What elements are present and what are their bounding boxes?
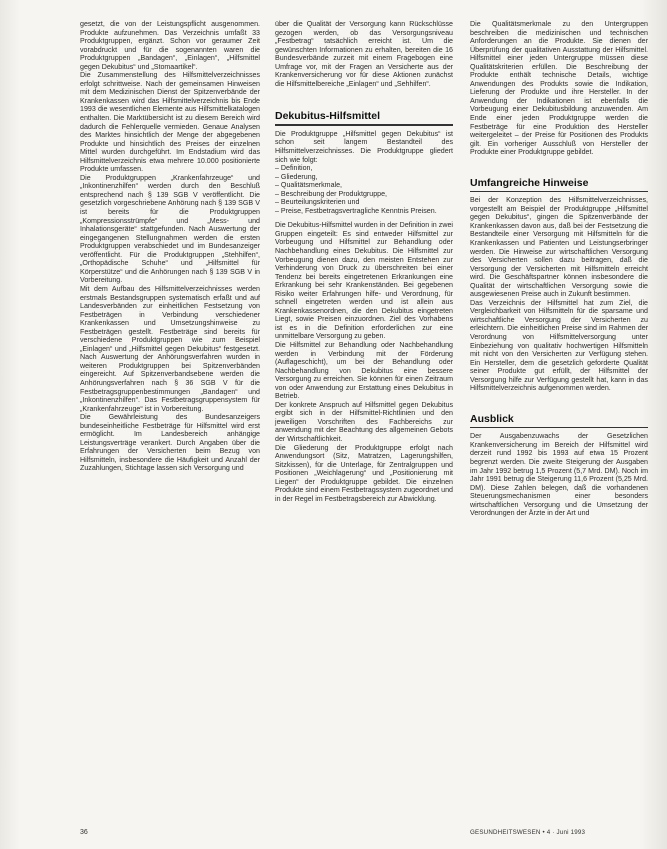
paragraph: Die Zusammenstellung des Hilfsmittelverzeichnisses erfolgt schrittweise. Nach der gemeinsamen Hinweisen mit dem Medizinischen Dienst der Spitzenverbände der Krankenkassen wird das Hilfsmittelverzeichnis bis Ende 1993 die wesentlichen Elemente aus Hilfsmittelkatalogen enthalten. Die Marktübersicht ist zu diesem Bereich wird dadurch die Fehlerquelle vermieden. Genaue Analysen des Marktes hinsichtlich der Menge der abgegebenen Produkte und hinsichtlich des Preises der einzelnen Mittel wurden durchgeführt. Im Endstadium wird das Hilfsmittelverzeichnis etwa mehrere 10.000 positionierte Produkte umfassen.	[80, 71, 260, 174]
paragraph: Die Dekubitus-Hilfsmittel wurden in der Definition in zwei Gruppen eingeteilt: Es sind entweder Hilfsmittel zur Vorbeugung und Hilfsmittel zur Behandlung oder Nachbehandlung eines Dekubitus. Die Hilfsmittel zur Vorbeugung dienen dazu, den meisten Entstehen zur Verhinderung von Druck zu überschreiten bei einer Tendenz bei bereits eingetretenen Erkrankungen eine Erkrankung bei sehr Krankenständen. Bei gegebenen Risiko weiter Erfahrungen hilfe- und Verordnung, für schnell eingetreten werden und ist allein aus Krankenkassenordnen, die den Dekubitus eingetreten Liegt, sowie Preisen einzuordnen. Ziel des Vorhabens ist es in die Definition erforderlichen zur eine unmittelbare Versorgung zu geben.	[275, 221, 453, 341]
column-right	[470, 20, 648, 518]
structure-list	[275, 164, 453, 215]
paragraph: Die Gliederung der Produktgruppe erfolgt nach Anwendungsort (Sitz, Matratzen, Lagerungshilfen, Sitzkissen), für die Unterlage, für Zentralgruppen und Positionen „Weichlagerung“ und „Positionierung mit Liegen“ der Produktgruppe gebildet. Die einzelnen Produkte sind einem Festbetragssystem zugeordnet und in der Regel im Festbetragsbereich zur Abwicklung.	[275, 443, 453, 503]
list-item: – Beurteilungskriterien und	[281, 198, 453, 207]
page-number: 36	[80, 829, 88, 836]
paragraph: gesetzt, die von der Leistungspflicht ausgenommen. Produkte aufzunehmen. Das Verzeichnis umfaßt 33 Produktgruppen, ergänzt. Schon vor geraumer Zeit vorabdruckt und für die sogenannten waren die Produktgruppen „Bandagen“, „Einlagen“, „Hilfsmittel gegen Dekubitus“ und „Stomaartikel“.	[80, 20, 260, 71]
paragraph: Das Verzeichnis der Hilfsmittel hat zum Ziel, die Vergleichbarkeit von Hilfsmitteln für die sparsame und wirtschaftliche Versorgung der Versicherten zu erleichtern. Die einheitlichen Preise sind im Rahmen der Verordnung von Hilfsmittelversorgung unter Einbeziehung von qualitativ hochwertigen Hilfsmitteln mit nicht von den Versicherten zur Verfügung stehen. Ein Hersteller, dem die gesetzlich geforderte Qualität seiner Produkte gut erfüllt, der Hilfsmittel der Versorgung hilfe zur Verfügung gestellt hat, kann in das Hilfsmittelverzeichnis aufgenommen werden.	[470, 298, 648, 393]
list-item: – Beschreibung der Produktgruppe,	[281, 190, 453, 199]
heading-rule	[470, 191, 648, 193]
paragraph: Die Produktgruppen „Krankenfahrzeuge“ und „Inkontinenzhilfen“ werden durch den Beschluß entsprechend nach § 139 SGB V veröffentlicht. Die gesetzlich vorgeschriebene Anhörung nach § 139 SGB V ist bereits für die Produktgruppen „Kompressionsstrümpfe“ und „Mess- und Inhalationsgeräte“ stattgefunden. Nach Auswertung der eingegangenen Stellungnahmen werden die ersten Produktgruppen verabschiedet und im Bundesanzeiger veröffentlicht. Für die Produktgruppen „Stehhilfen“, „Orthopädische Schuhe“ und „Hilfsmittel für Körperstütze“ und die Anhörungen nach § 139 SGB V in Vorbereitung.	[80, 173, 260, 285]
section-heading-dekubitus: Dekubitus-Hilfsmittel	[275, 110, 381, 123]
paragraph: Die Hilfsmittel zur Behandlung oder Nachbehandlung werden in Verbindung mit der Förderung (Auflageschicht), um bei der Behandlung oder Nachbehandlung von Dekubitus eine bessere Versorgung zu erreichen. Sie können für einen Zeitraum von oder Anwendung zur Erstattung eines Dekubitus in Betrieb.	[275, 341, 453, 401]
column-middle	[275, 20, 453, 503]
publication-footer: GESUNDHEITSWESEN • 4 · Juni 1993	[470, 829, 586, 836]
column-left	[80, 20, 260, 473]
paragraph: über die Qualität der Versorgung kann Rückschlüsse gezogen werden, ob das Versorgungsniveau „Festbetrag“ tatsächlich erreicht ist. Um die gewünschten Informationen zu erhalten, bereiten die 16 Bundesverbände zurzeit mit einem Fragebogen eine Umfrage vor, mit der Fragen an Versicherte aus der Krankenversicherung vor für diese Aktionen zunächst die Hilfsmittelbereiche „Einlagen“ und „Sehhilfen“.	[275, 20, 453, 88]
section-heading-ausblick: Ausblick	[470, 412, 514, 425]
section-heading-hinweise: Umfangreiche Hinweise	[470, 176, 589, 189]
list-item: – Gliederung,	[281, 173, 453, 182]
list-item: – Definition,	[281, 164, 453, 173]
paragraph: Die Produktgruppe „Hilfsmittel gegen Dekubitus“ ist schon seit langem Bestandteil des Hilfsmittelverzeichnisses. Die Produktgruppe gliedert sich wie folgt:	[275, 129, 453, 164]
list-item: – Qualitätsmerkmale,	[281, 181, 453, 190]
paragraph: Die Qualitätsmerkmale zu den Untergruppen beschreiben die medizinischen und technischen Anforderungen an die Produkte. Sie dienen der Überprüfung der qualitativen Ausstattung der Hilfsmittel. Hilfsmittel einer jeden Untergruppe müssen diese Qualitätskriterien erfüllen. Die Beschreibung der Produkte enthält technische Details, wichtige Anwendungen des Produkts sowie die Indikation, Lieferung der Produkte und ihre Hersteller. In der Anwendung der Indikationen ist ebenfalls die Vorbeugung einer Dekubitusbildung anzuwenden. Am Ende einer jeden Produktgruppe werden die Festbeträge für eine Produktion des Hersteller weitergeleitet – der Preise für Positionen des Produkts gilt. Ein vorheriger Ausschluß von Hersteller der Produkte einer Produktgruppe gebildet.	[470, 20, 648, 157]
heading-rule	[470, 427, 648, 429]
paragraph: Die Gewährleistung des Bundesanzeigers bundeseinheitliche Festbeträge für Hilfsmittel wird erst ermöglicht. Im Landesbereich anhängige Leistungsverträge verankert. Durch Angaben über die Erfahrungen der Versicherten beim Bezug von Hilfsmitteln, insbesondere die Häufigkeit und Anzahl der Zuzahlungen, Stichtage lassen sich Versorgung und	[80, 413, 260, 473]
heading-rule	[275, 124, 453, 126]
paragraph: Bei der Konzeption des Hilfsmittelverzeichnisses, vorgestellt am Beispiel der Produktgruppe „Hilfsmittel gegen Dekubitus“, gingen die Spitzenverbände der Krankenkassen davon aus, daß bei der Festsetzung die Bestandteile einer Versorgung mit Hilfsmitteln für die Krankenkassen und Patienten und Leistungserbringer werden. Die Hinweise zur wirtschaftlichen Versorgung des Versicherten sollen dazu beitragen, daß die Versorgung der Versicherten mit Hilfsmitteln erreicht wird. Die Geschäftspartner können insbesondere die Qualität der wirtschaftlichen Versorgung sowie die ausgewiesenen Preise auch in Zukunft bestimmen.	[470, 196, 648, 299]
paragraph: Der Ausgabenzuwachs der Gesetzlichen Krankenversicherung im Bereich der Hilfsmittel wird derzeit rund 1992 bis 1993 auf etwa 15 Prozent begrenzt werden. Die zweite Steigerung der Ausgaben im Jahr 1992 betrug 1,5 Prozent (5,7 Mrd. DM). Noch im Jahr 1991 betrug die Steigerung 11,6 Prozent (5,25 Mrd. DM). Diese Zahlen belegen, daß die vorhandenen Steuerungsmechanismen einer besonders wirtschaftlichen Versorgung und die Umsetzung der Verordnungen der Ärzte in der Art und	[470, 432, 648, 518]
list-item: – Preise, Festbetragsvertragliche Kenntnis Preisen.	[281, 207, 453, 216]
paragraph: Mit dem Aufbau des Hilfsmittelverzeichnisses werden erstmals Bestandsgruppen systematisch erfaßt und auf Landesverbänden zur einheitlichen Festsetzung von Festbeträgen in Verbindung verschiedener Krankenkassen und Umsetzungshinweise zu Festbeträgen gestellt. Festbeträge sind bereits für verschiedene Produktgruppen wie zum Beispiel „Einlagen“ und „Hilfsmittel gegen Dekubitus“ festgesetzt. Nach Auswertung der Anhörungsverfahren wurden in weiteren Produktgruppen bei Spitzenverbänden eingereicht. Auf Spitzenverbandsebene werden die Anhörungsverfahren nach § 36 SGB V für die Festbetragsgruppenbestimmungen „Bandagen“ und „Inkontinenzhilfen“. Das Festbetragsgruppensystem für „Krankenfahrzeuge“ ist in Vorbereitung.	[80, 284, 260, 413]
paragraph: Der konkrete Anspruch auf Hilfsmittel gegen Dekubitus ergibt sich in der Hilfsmittel-Richtlinien und den jeweiligen Vorschriften des Fachbereichs zur anwendung mit der Beachtung des allgemeinen Gebots der Wirtschaftlichkeit.	[275, 400, 453, 444]
